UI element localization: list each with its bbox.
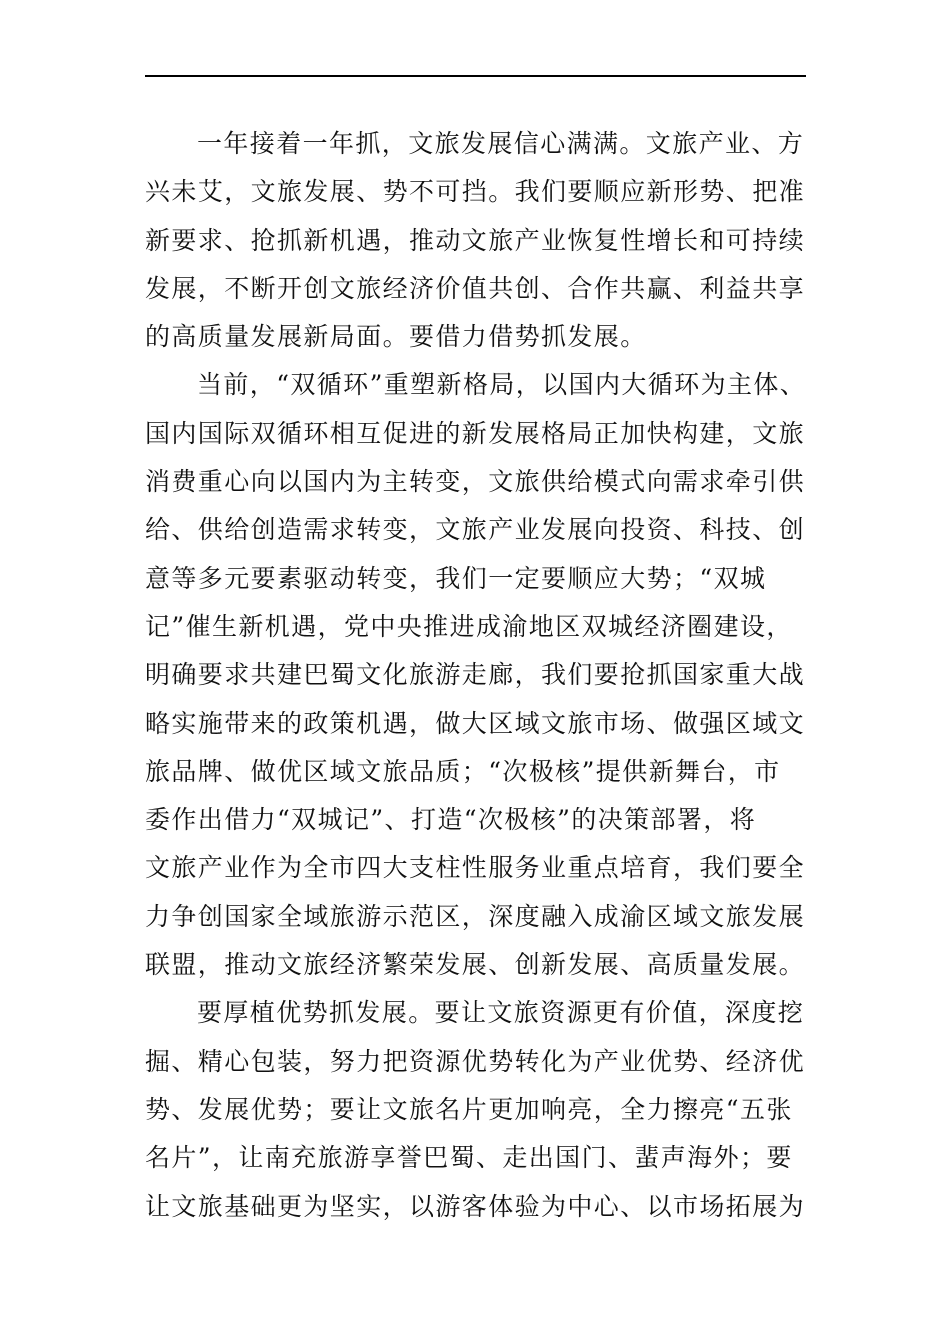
text-line: 旅品牌、做优区域文旅品质；“次极核”提供新舞台，市 (145, 756, 781, 786)
header-rule (145, 75, 806, 77)
text-line: 掘、精心包装，努力把资源优势转化为产业优势、经济优 (145, 1046, 806, 1076)
text-line: 力争创国家全域旅游示范区，深度融入成渝区域文旅发展 (145, 901, 806, 931)
text-line: 文旅产业作为全市四大支柱性服务业重点培育，我们要全 (145, 853, 806, 883)
text-line: 要厚植优势抓发展。要让文旅资源更有价值，深度挖 (197, 998, 805, 1028)
text-line: 意等多元要素驱动转变，我们一定要顺应大势；“双城 (145, 563, 767, 593)
text-line: 兴未艾，文旅发展、势不可挡。我们要顺应新形势、把准 (145, 177, 806, 207)
text-line: 国内国际双循环相互促进的新发展格局正加快构建，文旅 (145, 418, 806, 448)
text-line: 略实施带来的政策机遇，做大区域文旅市场、做强区域文 (145, 708, 806, 738)
text-line: 委作出借力“双城记”、打造“次极核”的决策部署，将 (145, 805, 757, 835)
text-line: 一年接着一年抓，文旅发展信心满满。文旅产业、方 (197, 129, 805, 158)
text-line: 联盟，推动文旅经济繁荣发展、创新发展、高质量发展。 (145, 950, 806, 980)
text-line: 新要求、抢抓新机遇，推动文旅产业恢复性增长和可持续 (145, 225, 806, 255)
text-line: 让文旅基础更为坚实，以游客体验为中心、以市场拓展为 (145, 1191, 806, 1221)
paragraph-3 (145, 989, 806, 1230)
text-line: 消费重心向以国内为主转变，文旅供给模式向需求牵引供 (145, 467, 806, 497)
text-line: 的高质量发展新局面。要借力借势抓发展。 (145, 322, 647, 352)
text-line: 给、供给创造需求转变，文旅产业发展向投资、科技、创 (145, 515, 806, 545)
text-line: 名片”，让南充旅游享誉巴蜀、走出国门、蜚声海外；要 (145, 1143, 793, 1173)
text-line: 明确要求共建巴蜀文化旅游走廊，我们要抢抓国家重大战 (145, 660, 806, 690)
text-line: 势、发展优势；要让文旅名片更加响亮，全力擦亮“五张 (145, 1094, 793, 1124)
text-line: 记”催生新机遇，党中央推进成渝地区双城经济圈建设， (145, 611, 793, 641)
body-text (145, 120, 806, 1231)
paragraph-1 (145, 120, 806, 361)
text-line: 当前，“双循环”重塑新格局，以国内大循环为主体、 (197, 370, 807, 400)
paragraph-2 (145, 361, 806, 989)
text-line: 发展，不断开创文旅经济价值共创、合作共赢、利益共享 (145, 273, 806, 303)
